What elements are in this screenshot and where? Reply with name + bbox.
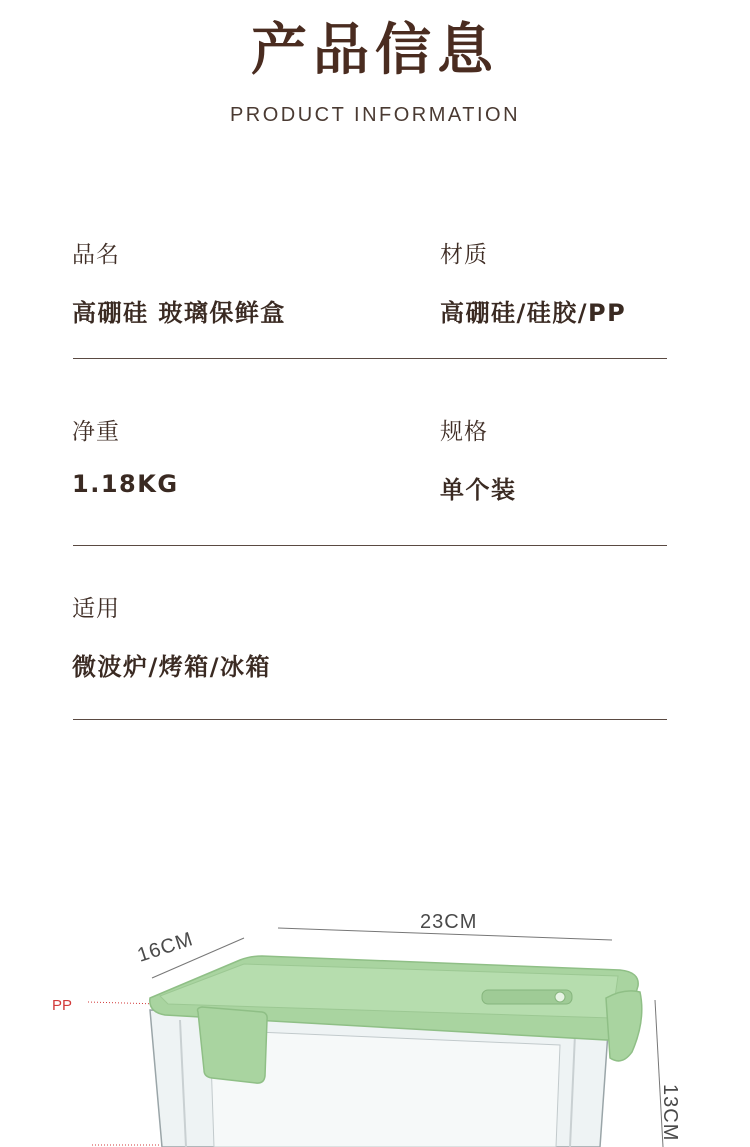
divider: [73, 545, 667, 546]
spec-name: [72, 236, 286, 328]
side-clip: [606, 991, 642, 1061]
spec-weight-value: 1.18KG: [72, 470, 179, 498]
spec-name-value: 高硼硅 玻璃保鲜盒: [72, 299, 286, 327]
lid-material-label: PP: [52, 997, 73, 1014]
height-dimension-label: 13CM: [659, 1084, 681, 1142]
spec-material-label: 材质: [440, 242, 488, 268]
spec-weight-label: 净重: [72, 419, 120, 445]
page-subtitle: PRODUCT INFORMATION: [229, 104, 521, 126]
page-title: 产品信息: [251, 18, 499, 83]
spec-usage-label: 适用: [72, 596, 120, 622]
spec-package: [440, 413, 517, 505]
depth-dimension-label: 16CM: [134, 928, 197, 967]
width-dimension-label: 23CM: [420, 911, 478, 933]
spec-weight: [72, 413, 179, 498]
spec-material: [440, 236, 626, 328]
spec-material-value: 高硼硅/硅胶/PP: [440, 299, 627, 327]
vent-hole: [555, 992, 565, 1002]
product-diagram: [0, 880, 750, 1147]
divider: [73, 719, 667, 720]
container-illustration: [0, 880, 750, 1147]
divider: [73, 358, 667, 359]
spec-usage-value: 微波炉/烤箱/冰箱: [72, 653, 272, 681]
spec-package-value: 单个装: [440, 476, 517, 504]
spec-name-label: 品名: [72, 242, 120, 268]
spec-usage: [72, 590, 271, 682]
front-clip: [198, 1007, 268, 1083]
spec-package-label: 规格: [440, 419, 488, 445]
